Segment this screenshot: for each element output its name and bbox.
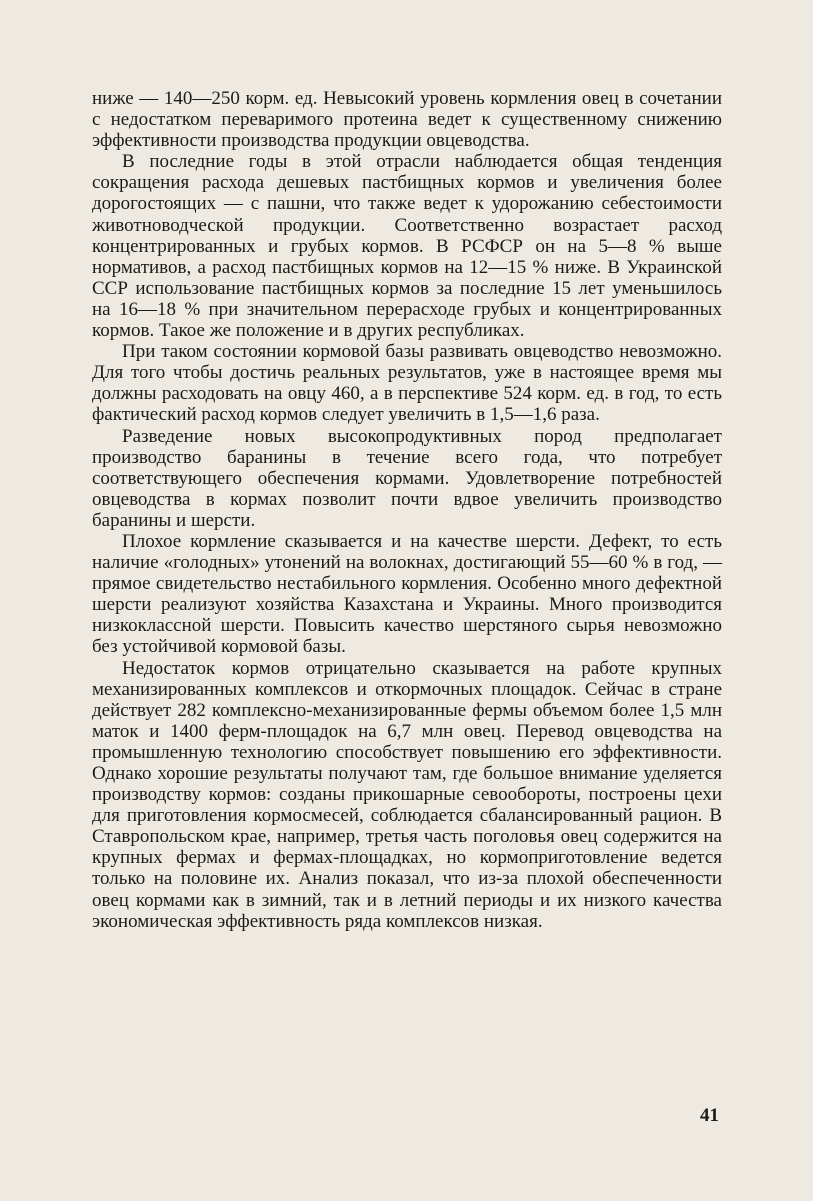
page-text — [92, 88, 722, 932]
paragraph-1: ниже — 140—250 корм. ед. Невысокий уровень кормления овец в сочетании с недостатком переваримого протеина ведет к существенному снижению эффективности производства продукции овцеводства. — [92, 88, 722, 152]
paragraph-5: Плохое кормление сказывается и на качестве шерсти. Дефект, то есть наличие «голодных» утонений на волокнах, достигающий 55—60 % в год, — прямое свидетельство нестабильного кормления. Особенно много дефектной шерсти реализуют хозяйства Казахстана и Украины. Много производится низкоклассной шерсти. Повысить качество шерстяного сырья невозможно без устойчивой кормовой базы. — [92, 530, 722, 658]
paragraph-6: Недостаток кормов отрицательно сказывается на работе крупных механизированных комплексов и откормочных площадок. Сейчас в стране действует 282 комплексно-механизированные фермы объемом более 1,5 млн маток и 1400 ферм-площадок на 6,7 млн овец. Перевод овцеводства на промышленную технологию способствует повышению его эффективности. Однако хорошие результаты получают там, где большое внимание уделяется производству кормов: созданы прикошарные севообороты, построены цехи для приготовления кормосмесей, соблюдается сбалансированный рацион. В Ставропольском крае, например, третья часть поголовья овец содержится на крупных фермах и фермах-площадках, но кормоприготовление ведется только на половине их. Анализ показал, что из-за плохой обеспеченности овец кормами как в зимний, так и в летний периоды и их низкого качества экономическая эффективность ряда комплексов низкая. — [92, 657, 722, 932]
paragraph-4: Разведение новых высокопродуктивных пород предполагает производство баранины в течение всего года, что потребует соответствующего обеспечения кормами. Удовлетворение потребностей овцеводства в кормах позволит почти вдвое увеличить производство баранины и шерсти. — [92, 425, 722, 531]
paragraph-3: При таком состоянии кормовой базы развивать овцеводство невозможно. Для того чтобы достичь реальных результатов, уже в настоящее время мы должны расходовать на овцу 460, а в перспективе 524 корм. ед. в год, то есть фактический расход кормов следует увеличить в 1,5—1,6 раза. — [92, 341, 722, 426]
paragraph-2: В последние годы в этой отрасли наблюдается общая тенденция сокращения расхода дешевых пастбищных кормов и увеличения более дорогостоящих — с пашни, что также ведет к удорожанию себестоимости животноводческой продукции. Соответственно возрастает расход концентрированных и грубых кормов. В РСФСР он на 5—8 % выше нормативов, а расход пастбищных кормов на 12—15 % ниже. В Украинской ССР использование пастбищных кормов за последние 15 лет уменьшилось на 16—18 % при значительном перерасходе грубых и концентрированных кормов. Такое же положение и в других республиках. — [92, 151, 722, 342]
page-number: 41 — [700, 1105, 719, 1126]
